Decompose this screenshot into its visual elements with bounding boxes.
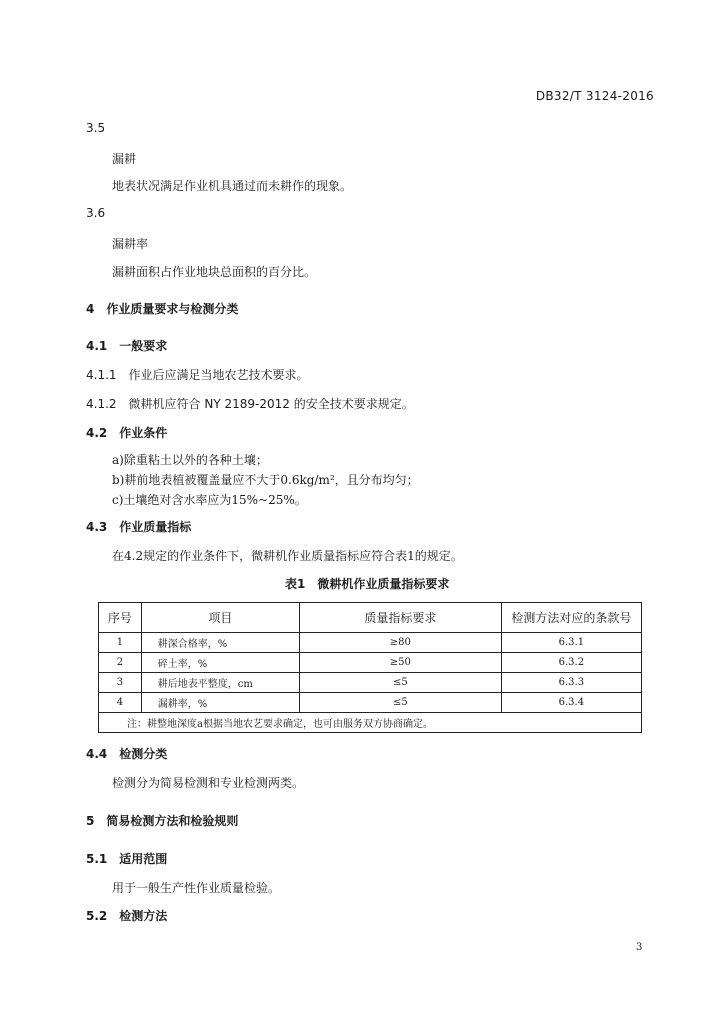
header-requirement: 质量指标要求 xyxy=(299,603,501,633)
section-4-2-title: 4.2 作业条件 xyxy=(86,426,168,440)
cell-item: 碎土率，% xyxy=(141,653,299,673)
standard-code: DB32/T 3124-2016 xyxy=(535,89,654,103)
cell-index: 1 xyxy=(99,633,142,653)
cell-item: 耕后地表平整度，cm xyxy=(141,673,299,693)
table-row xyxy=(99,653,642,673)
table-row xyxy=(99,673,642,693)
header-item: 项目 xyxy=(141,603,299,633)
section-3-6-number: 3.6 xyxy=(86,206,106,220)
section-3-5-number: 3.5 xyxy=(86,121,106,135)
cell-requirement: ≤5 xyxy=(299,673,501,693)
section-4-4-text: 检测分为简易检测和专业检测两类。 xyxy=(112,776,305,790)
cell-requirement: ≥50 xyxy=(299,653,501,673)
cell-clause: 6.3.1 xyxy=(501,633,641,653)
table-header-row xyxy=(99,603,642,633)
clause-4-1-1: 4.1.1 作业后应满足当地农艺技术要求。 xyxy=(86,368,309,382)
section-4-title: 4 作业质量要求与检测分类 xyxy=(86,302,239,316)
condition-a: a)除重粘土以外的各种土壤； xyxy=(112,453,268,467)
condition-c: c)土壤绝对含水率应为15%~25%。 xyxy=(112,493,307,507)
cell-clause: 6.3.4 xyxy=(501,693,641,713)
condition-b: b)耕前地表植被覆盖量应不大于0.6kg/m²，且分布均匀； xyxy=(112,473,419,487)
clause-4-1-2: 4.1.2 微耕机应符合 NY 2189-2012 的安全技术要求规定。 xyxy=(86,397,414,411)
table-note: 注：耕整地深度a根据当地农艺要求确定，也可由服务双方协商确定。 xyxy=(99,713,642,733)
header-clause: 检测方法对应的条款号 xyxy=(501,603,641,633)
section-4-1-title: 4.1 一般要求 xyxy=(86,339,168,353)
cell-clause: 6.3.2 xyxy=(501,653,641,673)
section-3-5-term: 漏耕 xyxy=(112,152,137,166)
section-3-6-term: 漏耕率 xyxy=(112,237,149,251)
cell-item: 耕深合格率，% xyxy=(141,633,299,653)
table-row xyxy=(99,693,642,713)
cell-index: 4 xyxy=(99,693,142,713)
table-note-row xyxy=(99,713,642,733)
cell-clause: 6.3.3 xyxy=(501,673,641,693)
section-3-5-definition: 地表状况满足作业机具通过而未耕作的现象。 xyxy=(112,179,353,193)
cell-requirement: ≥80 xyxy=(299,633,501,653)
section-4-3-text: 在4.2规定的作业条件下，微耕机作业质量指标应符合表1的规定。 xyxy=(112,549,463,563)
table-row xyxy=(99,633,642,653)
section-3-6-definition: 漏耕面积占作业地块总面积的百分比。 xyxy=(112,265,317,279)
section-4-3-title: 4.3 作业质量指标 xyxy=(86,520,192,534)
cell-index: 3 xyxy=(99,673,142,693)
cell-index: 2 xyxy=(99,653,142,673)
section-5-1-title: 5.1 适用范围 xyxy=(86,852,168,866)
header-index: 序号 xyxy=(99,603,142,633)
section-5-2-title: 5.2 检测方法 xyxy=(86,909,168,923)
section-5-title: 5 简易检测方法和检验规则 xyxy=(86,814,239,828)
table-caption: 表1 微耕机作业质量指标要求 xyxy=(285,577,450,591)
page-number: 3 xyxy=(636,942,643,953)
cell-item: 漏耕率，% xyxy=(141,693,299,713)
section-4-4-title: 4.4 检测分类 xyxy=(86,747,168,761)
quality-indicator-table xyxy=(98,602,642,733)
cell-requirement: ≤5 xyxy=(299,693,501,713)
section-5-1-text: 用于一般生产性作业质量检验。 xyxy=(112,881,281,895)
